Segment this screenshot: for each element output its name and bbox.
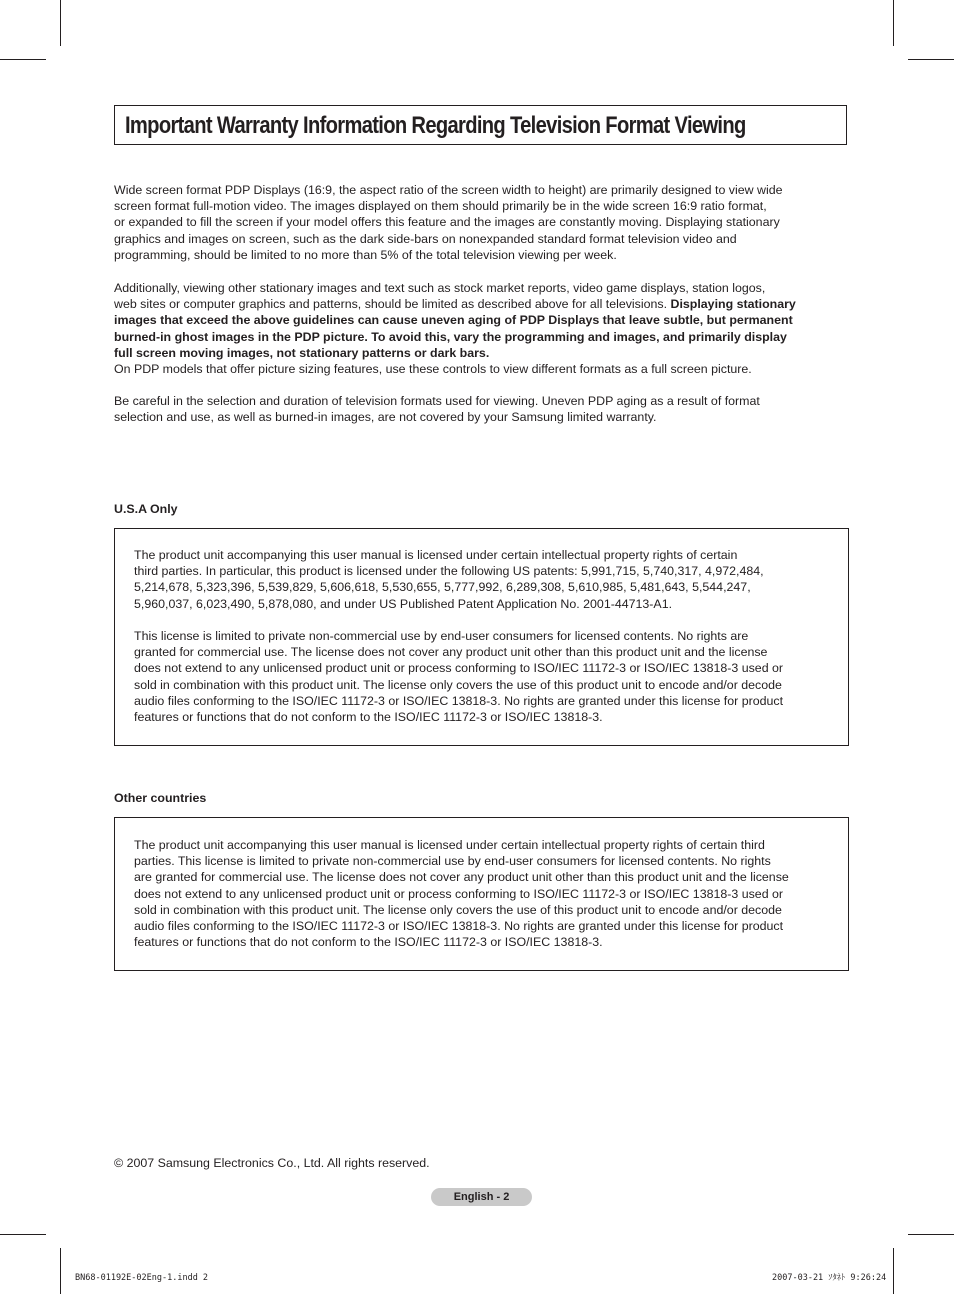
other-license-paragraph	[134, 837, 839, 950]
other-countries-heading: Other countries	[114, 791, 207, 805]
text-line: The product unit accompanying this user manual is licensed under certain intellectual property rights of certain third	[134, 838, 765, 852]
usa-license-box	[114, 528, 849, 746]
crop-mark	[0, 59, 46, 60]
text-line: 5,214,678, 5,323,396, 5,539,829, 5,606,618, 5,530,655, 5,777,992, 6,289,308, 5,610,985, 5,481,643, 5,544,247,	[134, 580, 751, 595]
intro-paragraph-1	[114, 182, 844, 263]
text-line: This license is limited to private non-commercial use by end-user consumers for licensed contents. No rights are	[134, 629, 749, 643]
text-line: features or functions that do not conform to the ISO/IEC 11172-3 or ISO/IEC 13818-3.	[134, 710, 603, 725]
warning-text: Displaying stationary	[670, 297, 796, 312]
text-line: Wide screen format PDP Displays (16:9, the aspect ratio of the screen width to height) are primarily designed to view wide	[114, 183, 783, 197]
text-line: features or functions that do not conform to the ISO/IEC 11172-3 or ISO/IEC 13818-3.	[134, 935, 603, 950]
text-line: or expanded to fill the screen if your model offers this feature and the images are constantly moving. Displaying stationary	[114, 215, 780, 230]
text-line: web sites or computer graphics and patterns, should be limited as described above for all televisions.	[114, 297, 671, 312]
text-line: screen format full-motion video. The images displayed on them should primarily be in the wide screen 16:9 ratio format,	[114, 199, 767, 214]
text-line: sold in combination with this product unit. The license only covers the use of this product unit to encode and/or decode	[134, 677, 782, 692]
text-line: sold in combination with this product unit. The license only covers the use of this product unit to encode and/or decode	[134, 902, 782, 917]
crop-mark	[60, 1248, 61, 1294]
text-line: does not extend to any unlicensed product unit or process conforming to ISO/IEC 11172-3 or ISO/IEC 13818-3 used or	[134, 661, 784, 676]
print-slug-left: BN68-01192E-02Eng-1.indd 2	[75, 1273, 209, 1283]
text-line: Additionally, viewing other stationary images and text such as stock market reports, video game displays, station logos,	[114, 281, 766, 295]
usa-license-paragraph-1	[134, 547, 834, 612]
crop-mark	[893, 0, 894, 46]
crop-mark	[0, 1234, 46, 1235]
text-line: programming, should be limited to no more than 5% of the total television viewing per week.	[114, 247, 617, 262]
text-line: selection and use, as well as burned-in images, are not covered by your Samsung limited warranty.	[114, 410, 657, 425]
intro-paragraph-2	[114, 280, 854, 377]
warning-text: images that exceed the above guidelines can cause uneven aging of PDP Displays that leave subtle, but permanent	[114, 313, 793, 328]
text-line: 5,960,037, 6,023,490, 5,878,080, and under US Published Patent Application No. 2001-44713-A1.	[134, 596, 673, 611]
usa-license-paragraph-2	[134, 628, 834, 725]
text-line: granted for commercial use. The license does not cover any product unit other than this product unit and the license	[134, 645, 768, 660]
text-line: audio files conforming to the ISO/IEC 11172-3 or ISO/IEC 13818-3. No rights are granted under this license for product	[134, 693, 784, 708]
page-title: Important Warranty Information Regarding Television Format Viewing	[125, 112, 746, 139]
text-line: Be careful in the selection and duration of television formats used for viewing. Uneven PDP aging as a result of format	[114, 394, 760, 408]
usa-heading: U.S.A Only	[114, 502, 178, 516]
text-line: The product unit accompanying this user manual is licensed under certain intellectual property rights of certain	[134, 548, 738, 562]
title-box	[114, 105, 847, 145]
text-line: third parties. In particular, this product is licensed under the following US patents: 5,991,715, 5,740,317, 4,972,484,	[134, 564, 764, 579]
other-countries-license-box	[114, 817, 849, 971]
text-line: does not extend to any unlicensed product unit or process conforming to ISO/IEC 11172-3 or ISO/IEC 13818-3 used or	[134, 886, 784, 901]
text-line: audio files conforming to the ISO/IEC 11172-3 or ISO/IEC 13818-3. No rights are granted under this license for product	[134, 919, 784, 934]
text-line: parties. This license is limited to private non-commercial use by end-user consumers for licensed contents. No rights	[134, 854, 771, 869]
copyright-notice: © 2007 Samsung Electronics Co., Ltd. All rights reserved.	[114, 1156, 430, 1170]
text-line: graphics and images on screen, such as the dark side-bars on nonexpanded standard format television video and	[114, 231, 737, 246]
crop-mark	[60, 0, 61, 46]
crop-mark	[893, 1248, 894, 1294]
crop-mark	[908, 1234, 954, 1235]
text-line: On PDP models that offer picture sizing features, use these controls to view different formats as a full screen picture.	[114, 362, 752, 377]
intro-paragraph-3	[114, 393, 844, 425]
print-slug-right: 2007-03-21 ｿﾀﾈﾄ 9:26:24	[772, 1273, 887, 1283]
text-line: are granted for commercial use. The license does not cover any product unit other than this product unit and the license	[134, 870, 789, 885]
warning-text: burned-in ghost images in the PDP picture. To avoid this, vary the programming and images, and primarily display	[114, 329, 787, 344]
page-number-badge: English - 2	[431, 1188, 532, 1206]
crop-mark	[908, 59, 954, 60]
warning-text: full screen moving images, not stationary patterns or dark bars.	[114, 345, 490, 360]
